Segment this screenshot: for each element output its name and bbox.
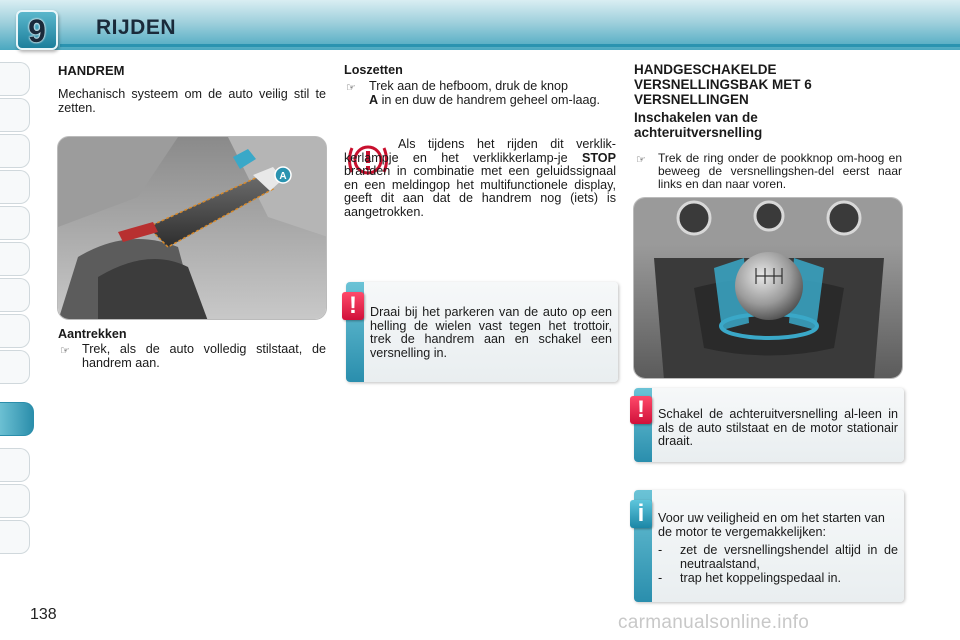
chapter-tab-5[interactable] bbox=[0, 206, 30, 240]
pointing-hand-icon: ☞ bbox=[60, 345, 70, 357]
chapter-tab-13[interactable] bbox=[0, 520, 30, 554]
parking-note-text: Draai bij het parkeren van de auto op een helling de wielen vast tegen het trottoir, trek de handrem aan en schakel een versnelling in. bbox=[370, 305, 612, 360]
warning-icon: ! bbox=[630, 396, 652, 424]
chapter-tab-6[interactable] bbox=[0, 242, 30, 276]
info-item-2: trap het koppelingspedaal in. bbox=[680, 571, 842, 585]
parking-note bbox=[346, 282, 618, 382]
dash-icon: - bbox=[658, 571, 663, 585]
warning-key: STOP bbox=[581, 150, 616, 165]
chapter-tab-9[interactable] bbox=[0, 350, 30, 384]
info-note bbox=[634, 490, 904, 602]
loszetten-line-1: Trek aan de hefboom, druk de knop bbox=[369, 79, 569, 93]
aantrekken-bullet: Trek, als de auto volledig stilstaat, de handrem aan. bbox=[82, 342, 326, 370]
reverse-heading: Inschakelen van de achteruitversnelling bbox=[634, 110, 763, 140]
info-intro: Voor uw veiligheid en om het starten van de motor te vergemakkelijken: bbox=[658, 511, 885, 539]
chapter-title: RIJDEN bbox=[96, 16, 177, 39]
chapter-badge bbox=[16, 10, 58, 50]
warning-icon: ! bbox=[342, 292, 364, 320]
chapter-tab-7[interactable] bbox=[0, 278, 30, 312]
handrem-description: Mechanisch systeem om de auto veilig stil te zetten. bbox=[58, 87, 326, 115]
handbrake-photo bbox=[57, 136, 327, 320]
handbrake-illustration bbox=[58, 137, 327, 320]
chapter-tab-1[interactable] bbox=[0, 62, 30, 96]
gearbox-heading: HANDGESCHAKELDE VERSNELLINGSBAK MET 6 VERSNELLINGEN bbox=[634, 62, 812, 107]
aantrekken-heading: Aantrekken bbox=[58, 327, 127, 341]
photo-label-a: A bbox=[279, 171, 287, 182]
gearshift-illustration bbox=[634, 198, 903, 379]
header-rule bbox=[60, 44, 960, 47]
chapter-tab-4[interactable] bbox=[0, 170, 30, 204]
loszetten-heading: Loszetten bbox=[344, 63, 403, 77]
pointing-hand-icon: ☞ bbox=[636, 154, 646, 166]
chapter-tab-2[interactable] bbox=[0, 98, 30, 132]
warning-text-a: Als tijdens het rijden dit verklik-kerlampje en het verklikkerlamp-je bbox=[344, 137, 616, 165]
chapter-tab-8[interactable] bbox=[0, 314, 30, 348]
info-item-1: zet de versnellingshendel altijd in de neutraalstand, bbox=[680, 543, 898, 571]
reverse-warning-text: Schakel de achteruitversnelling al-leen in als de auto stilstaat en de motor stationair draait. bbox=[658, 407, 898, 448]
chapter-tabs bbox=[0, 62, 34, 577]
loszetten-key: A bbox=[369, 92, 379, 107]
reverse-bullet: Trek de ring onder de pookknop om-hoog en beweeg de versnellingshen-del eerst naar links en dan naar voren. bbox=[658, 151, 902, 191]
chapter-tab-3[interactable] bbox=[0, 134, 30, 168]
page-number: 138 bbox=[30, 606, 57, 623]
dash-icon: - bbox=[658, 543, 663, 557]
warning-paragraph bbox=[344, 138, 616, 219]
loszetten-line-2: in en duw de handrem geheel om-laag. bbox=[378, 92, 601, 107]
handrem-heading: HANDREM bbox=[58, 63, 125, 78]
gearshift-photo bbox=[633, 197, 903, 379]
chapter-tab-11[interactable] bbox=[0, 448, 30, 482]
info-icon: i bbox=[630, 500, 652, 528]
chapter-number: 9 bbox=[28, 13, 46, 49]
chapter-tab-12[interactable] bbox=[0, 484, 30, 518]
chapter-tab-active[interactable] bbox=[0, 402, 34, 436]
watermark: carmanualsonline.info bbox=[618, 612, 810, 633]
reverse-warning-note bbox=[634, 388, 904, 462]
pointing-hand-icon: ☞ bbox=[346, 82, 356, 94]
loszetten-bullet bbox=[369, 80, 617, 107]
warning-text-b: branden in combinatie met een geluidssignaal en een meldingop het multifunctionele display, geeft dit aan dat de handrem nog (iets) is aangetrokken. bbox=[344, 164, 616, 219]
